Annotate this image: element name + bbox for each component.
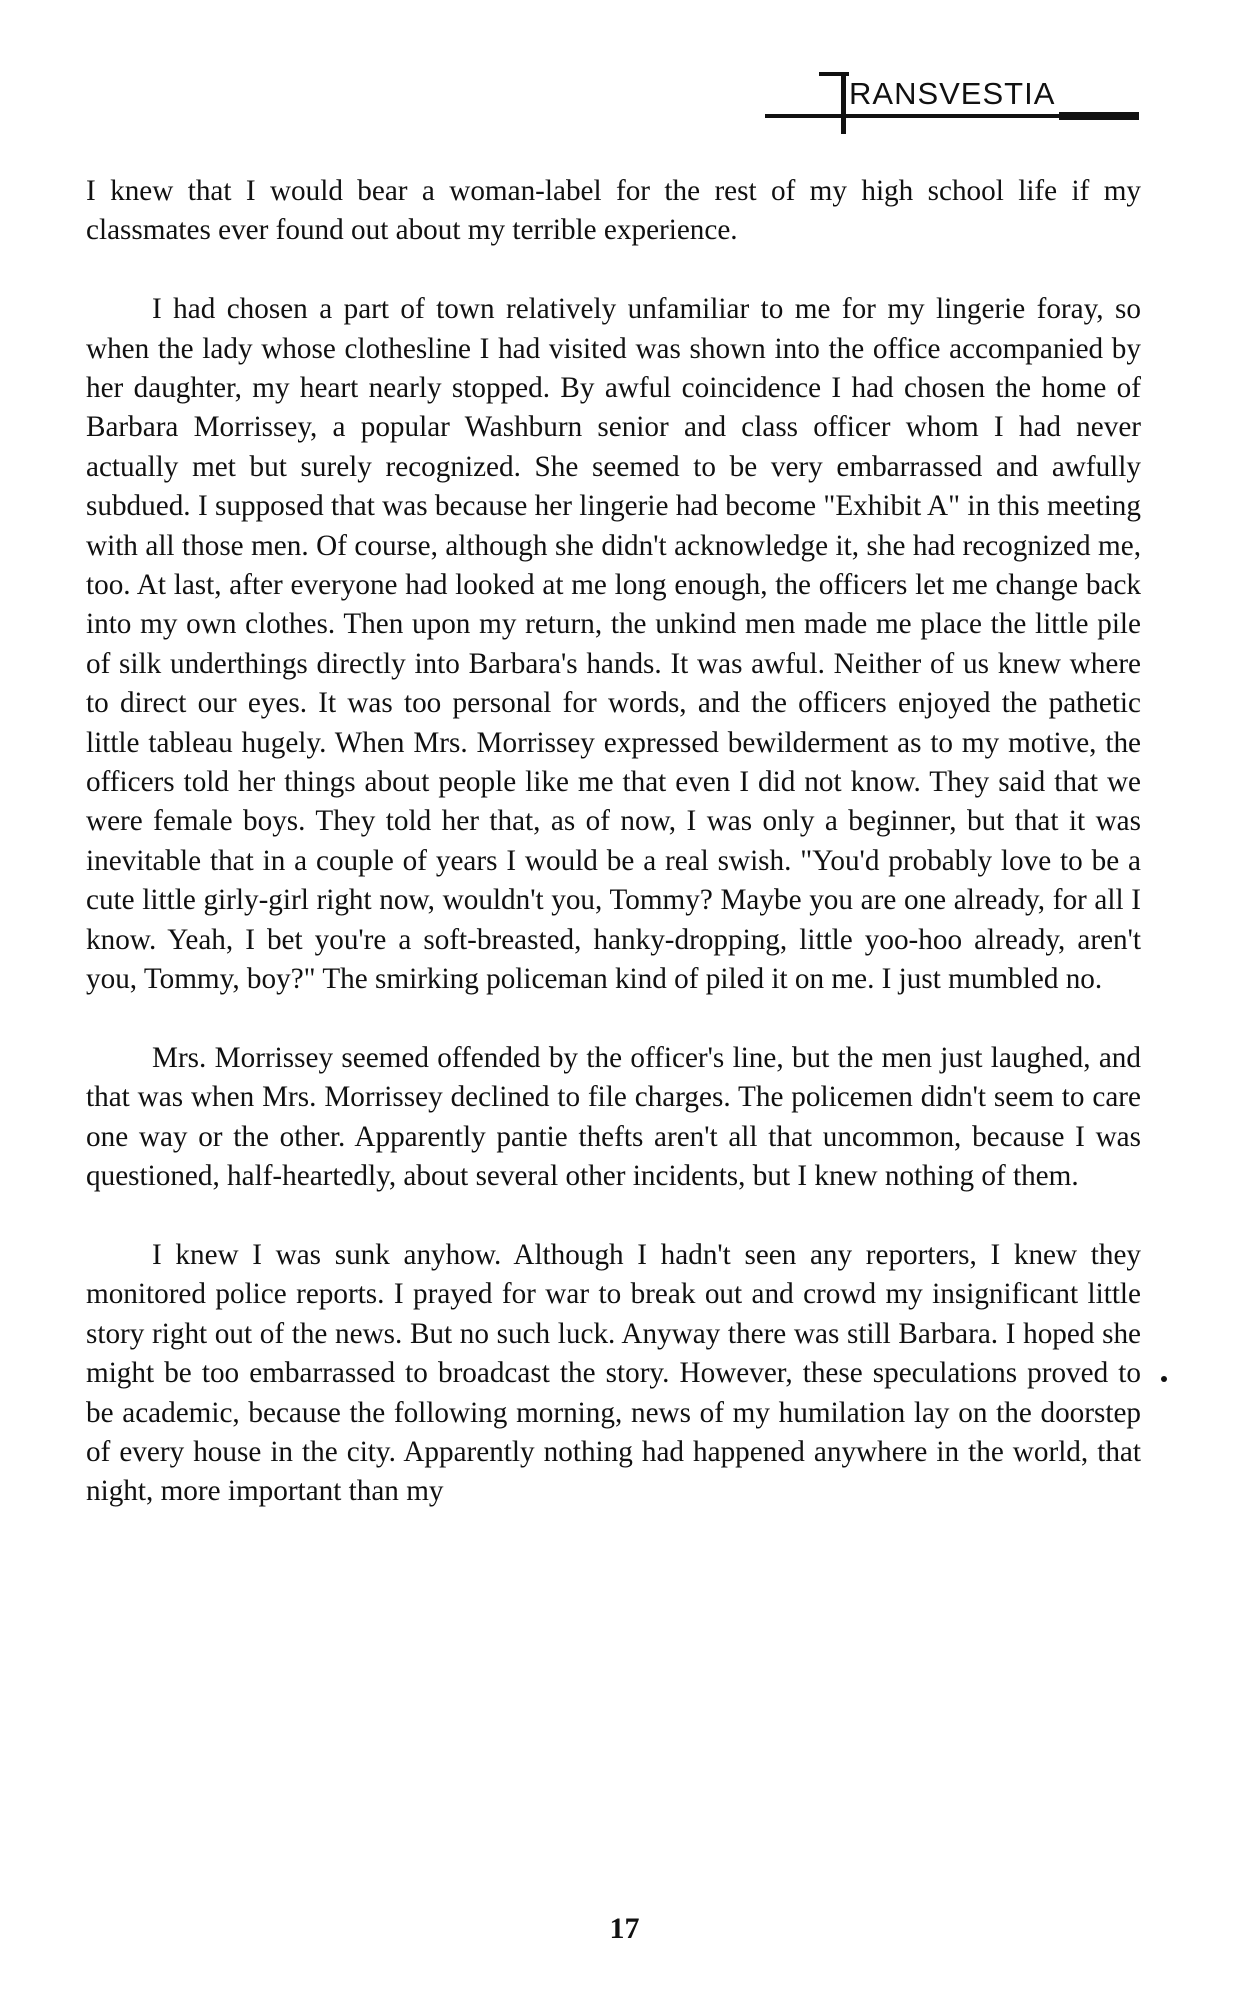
body-text: [86, 172, 1141, 1512]
paragraph-3: Mrs. Morrissey seemed offended by the officer's line, but the men just laughed, and that was when Mrs. Morrissey declined to file charges. The policemen didn't seem to care one way or the other. Apparently pantie thefts aren't all that uncommon, because I was questioned, half-heartedly, about several other incidents, but I knew nothing of them.: [86, 1041, 1141, 1193]
paragraph-4: I knew I was sunk anyhow. Although I hadn't seen any reporters, I knew they monitored police reports. I prayed for war to break out and crowd my insignificant little story right out of the news. But no such luck. Anyway there was still Barbara. I hoped she might be too embarrassed to broadcast the story. However, these speculations proved to be academic, because the following morning, news of my humilation lay on the doorstep of every house in the city. Apparently nothing had happened anywhere in the world, that night, more important than my: [86, 1238, 1141, 1508]
logotype-t-stem: [841, 72, 846, 134]
paragraph-2: I had chosen a part of town relatively unfamiliar to me for my lingerie foray, so when the lady whose clothesline I had visited was shown into the office accompanied by her daughter, my heart nearly stopped. By awful coincidence I had chosen the home of Barbara Morrissey, a popular Washburn senior and class officer whom I had never actually met but surely recognized. She seemed to be very embarrassed and awfully subdued. I supposed that was because her lingerie had become "Exhibit A" in this meeting with all those men. Of course, although she didn't acknowledge it, she had recognized me, too. At last, after everyone had looked at me long enough, the officers let me change back into my own clothes. Then upon my return, the unkind men made me place the little pile of silk underthings directly into Barbara's hands. It was awful. Neither of us knew where to direct our eyes. It was too personal for words, and the officers enjoyed the pathetic little tableau hugely. When Mrs. Morrissey expressed bewilderment as to my motive, the officers told her things about people like me that even I did not know. They said that we were female boys. They told her that, as of now, I was only a beginner, but that it was inevitable that in a couple of years I would be a real swish. "You'd probably love to be a cute little girly-girl right now, wouldn't you, Tommy? Maybe you are one already, for all I know. Yeah, I bet you're a soft-breasted, hanky-dropping, little yoo-hoo already, aren't you, Tommy, boy?" The smirking policeman kind of piled it on me. I just mumbled no.: [86, 293, 1141, 996]
logotype-text: RANSVESTIA: [849, 76, 1056, 111]
page-number: 17: [609, 1912, 640, 1945]
masthead-logotype: [765, 66, 1145, 126]
margin-dot: [1161, 1376, 1167, 1382]
masthead-rule-end: [1059, 112, 1139, 120]
paragraph-1: I knew that I would bear a woman-label for the rest of my high school life if my classmates ever found out about my terrible experience.: [86, 175, 1141, 247]
